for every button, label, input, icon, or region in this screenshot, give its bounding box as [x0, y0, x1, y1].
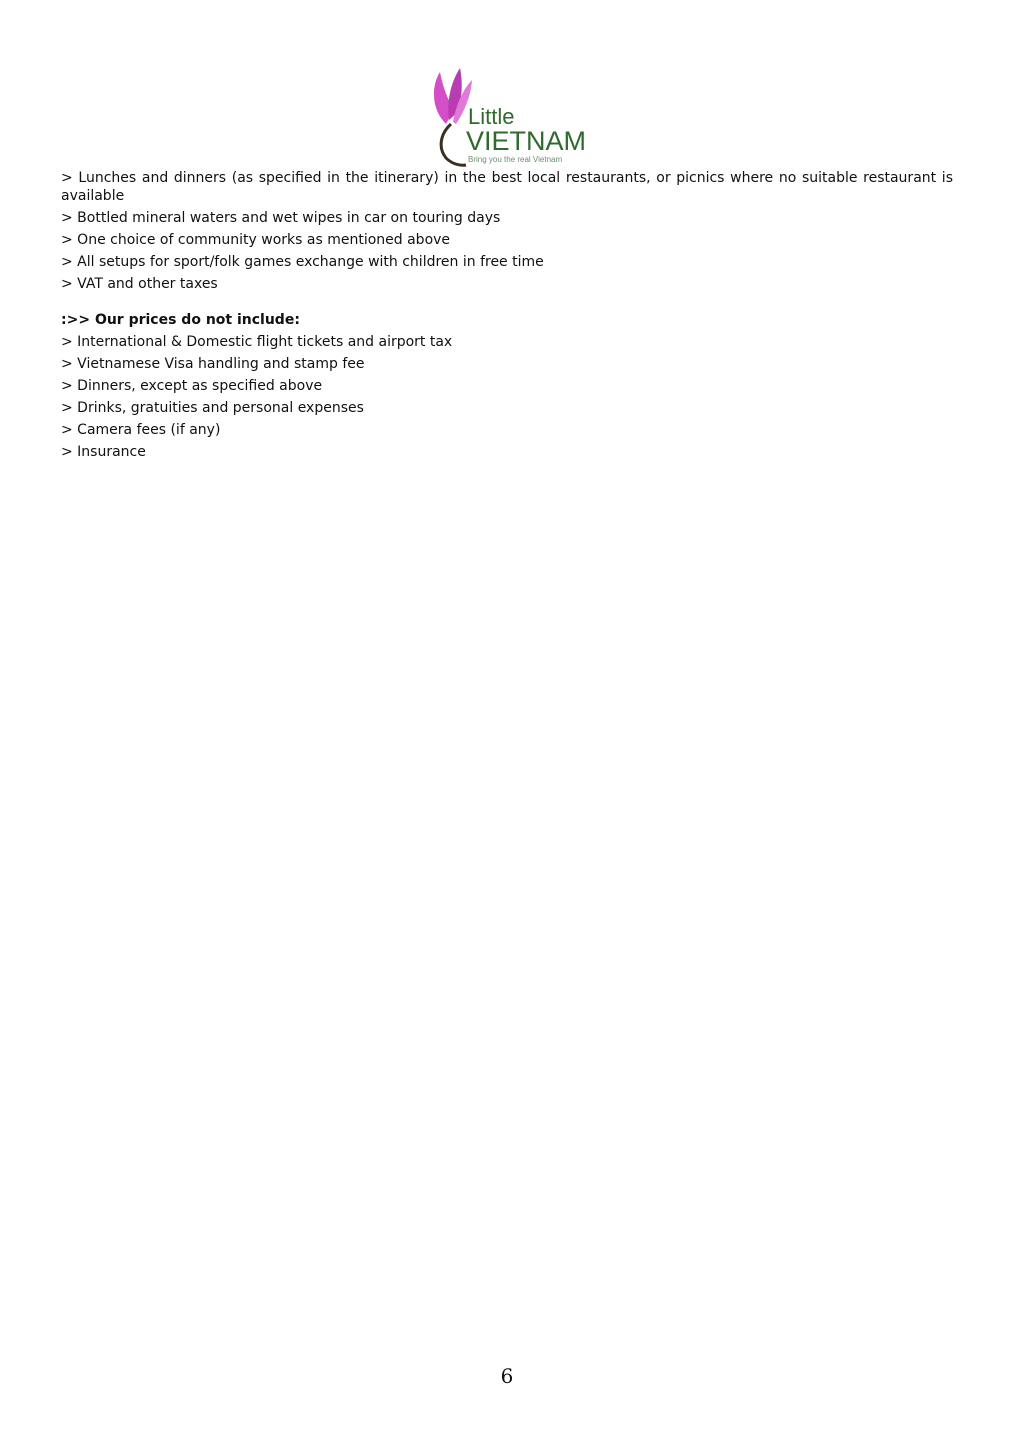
included-item: > One choice of community works as mentioned above [61, 232, 451, 248]
excluded-item: > Camera fees (if any) [61, 422, 221, 438]
excludes-heading [61, 311, 953, 329]
excluded-item: > Dinners, except as specified above [61, 378, 323, 394]
logo-word-vietnam: VIETNAM [466, 126, 587, 156]
little-vietnam-logo [426, 66, 594, 168]
lotus-stem [441, 124, 466, 165]
included-item: > Lunches and dinners (as specified in the itinerary) in the best local restaurants, or picnics where no suitable restaurant is available [61, 170, 953, 204]
page-number: 6 [500, 1364, 514, 1388]
logo-word-little: Little [468, 104, 515, 129]
excluded-item: > Drinks, gratuities and personal expenses [61, 400, 364, 416]
document-body [61, 169, 953, 465]
excludes-heading-prefix: :>> [61, 312, 91, 328]
included-item: > VAT and other taxes [61, 276, 218, 292]
logo-tagline: Bring you the real Vietnam [468, 155, 563, 164]
excluded-item: > International & Domestic flight tickets and airport tax [61, 334, 453, 350]
included-item: > All setups for sport/folk games exchange with children in free time [61, 254, 544, 270]
excludes-heading-text: Our prices do not include: [94, 312, 300, 328]
included-item: > Bottled mineral waters and wet wipes in car on touring days [61, 210, 501, 226]
section-gap [61, 297, 953, 311]
excluded-item: > Vietnamese Visa handling and stamp fee [61, 356, 365, 372]
excluded-item: > Insurance [61, 444, 146, 460]
